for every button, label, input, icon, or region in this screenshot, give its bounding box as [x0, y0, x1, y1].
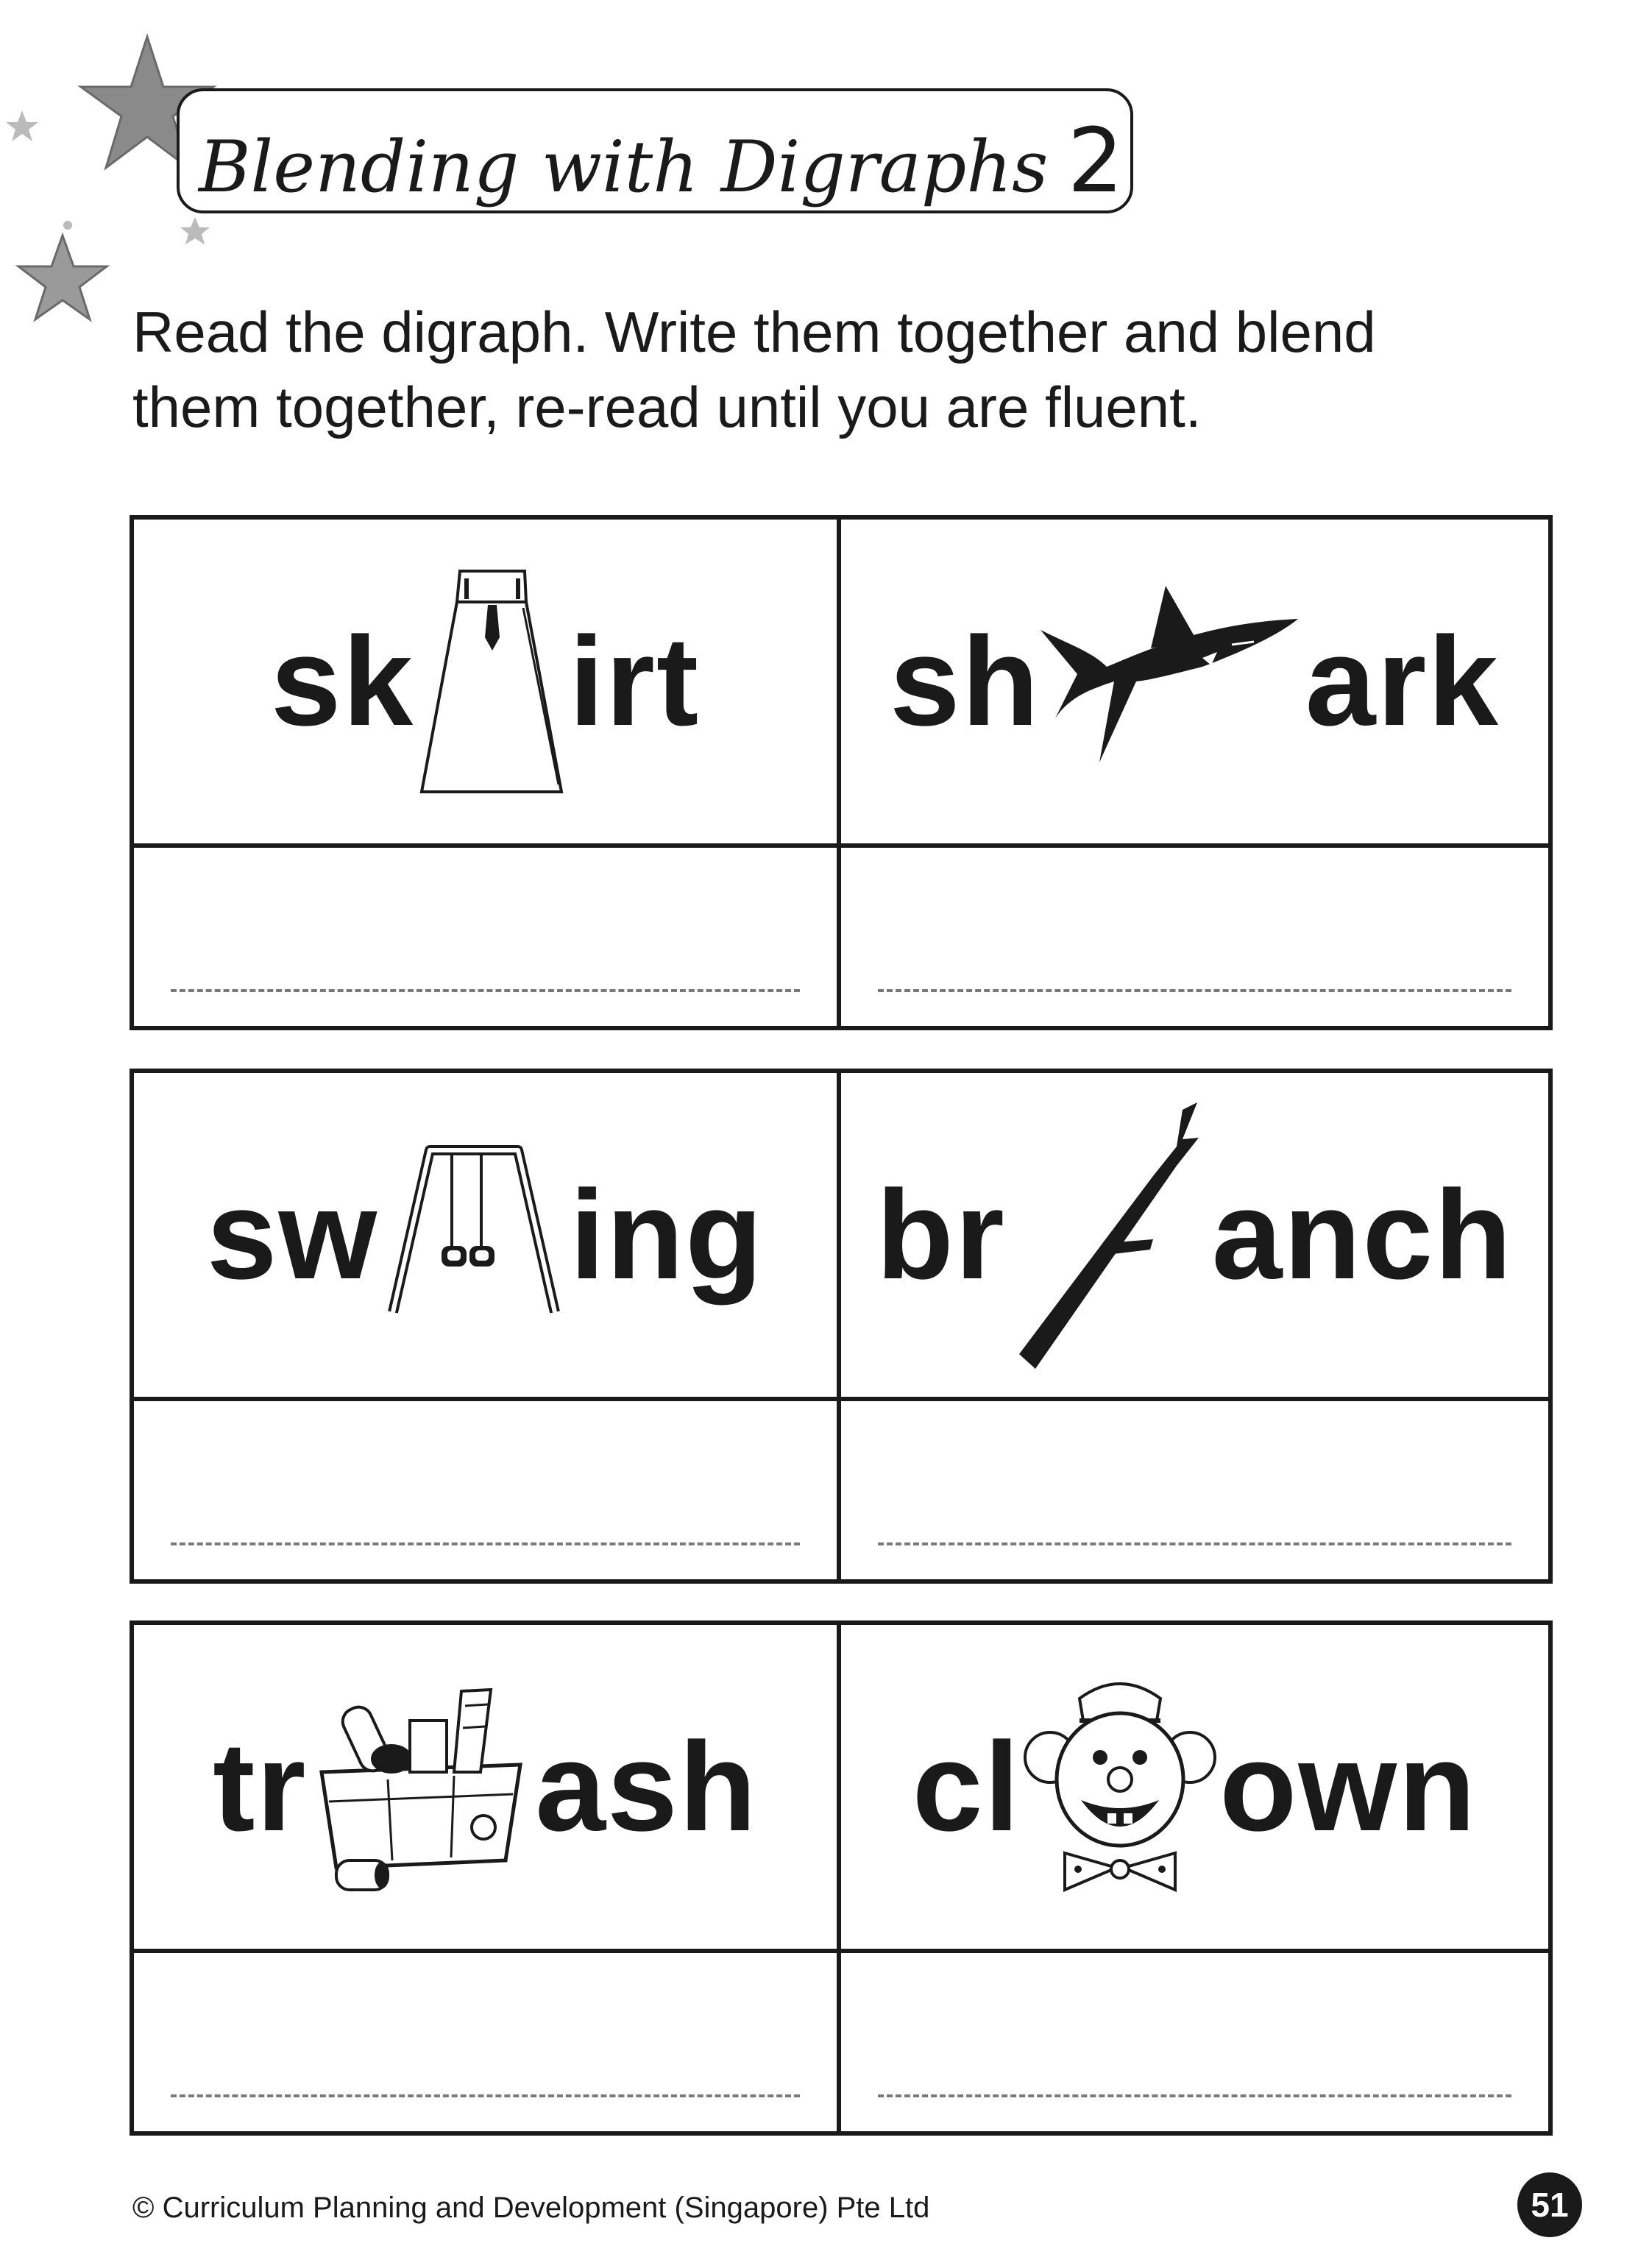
write-box-4[interactable]	[841, 1401, 1548, 1579]
write-box-3[interactable]	[134, 1401, 841, 1579]
word-prefix: br	[876, 1164, 1006, 1306]
page-number-badge: 51	[1517, 2172, 1582, 2237]
writing-line	[878, 2094, 1511, 2097]
word-card-shark	[841, 520, 1548, 848]
word-card-clown	[841, 1625, 1548, 1953]
word-card-branch	[841, 1073, 1548, 1401]
copyright-footer: © Curriculum Planning and Development (Singapore) Pte Ltd	[132, 2192, 930, 2224]
word-grid-2	[130, 1069, 1553, 1584]
write-box-1[interactable]	[134, 848, 841, 1026]
word-card-skirt	[134, 520, 841, 848]
writing-line	[878, 1542, 1511, 1545]
instructions	[132, 294, 1567, 444]
write-box-2[interactable]	[841, 848, 1548, 1026]
skirt-icon	[414, 564, 569, 799]
word-suffix: anch	[1211, 1164, 1514, 1306]
word-suffix: own	[1219, 1716, 1478, 1857]
swing-icon	[378, 1136, 570, 1334]
write-box-5[interactable]	[134, 1953, 841, 2131]
word-suffix: ash	[535, 1716, 758, 1857]
write-box-6[interactable]	[841, 1953, 1548, 2131]
word-prefix: cl	[912, 1716, 1021, 1857]
word-grid-1	[130, 515, 1553, 1030]
word-suffix: ark	[1305, 611, 1500, 752]
word-prefix: sh	[890, 611, 1041, 752]
title-number: 2	[1067, 110, 1124, 213]
trash-icon	[307, 1676, 535, 1897]
instructions-line-2: them together, re-read until you are fluent.	[132, 375, 1202, 439]
instructions-line-1: Read the digraph. Write them together and blend	[132, 300, 1376, 364]
writing-line	[878, 989, 1511, 992]
word-grid-3	[130, 1620, 1553, 2136]
writing-line	[171, 2094, 800, 2097]
page-title	[199, 110, 1124, 213]
word-prefix: sw	[206, 1164, 379, 1306]
branch-icon	[1006, 1095, 1212, 1375]
word-suffix: ing	[570, 1164, 765, 1306]
shark-icon	[1041, 578, 1305, 784]
title-label: Blending with Digraphs	[199, 126, 1049, 208]
word-suffix: irt	[569, 611, 701, 752]
word-card-swing	[134, 1073, 841, 1401]
clown-icon	[1021, 1669, 1219, 1905]
word-prefix: tr	[213, 1716, 308, 1857]
word-prefix: sk	[270, 611, 415, 752]
writing-line	[171, 989, 800, 992]
writing-line	[171, 1542, 800, 1545]
word-card-trash	[134, 1625, 841, 1953]
